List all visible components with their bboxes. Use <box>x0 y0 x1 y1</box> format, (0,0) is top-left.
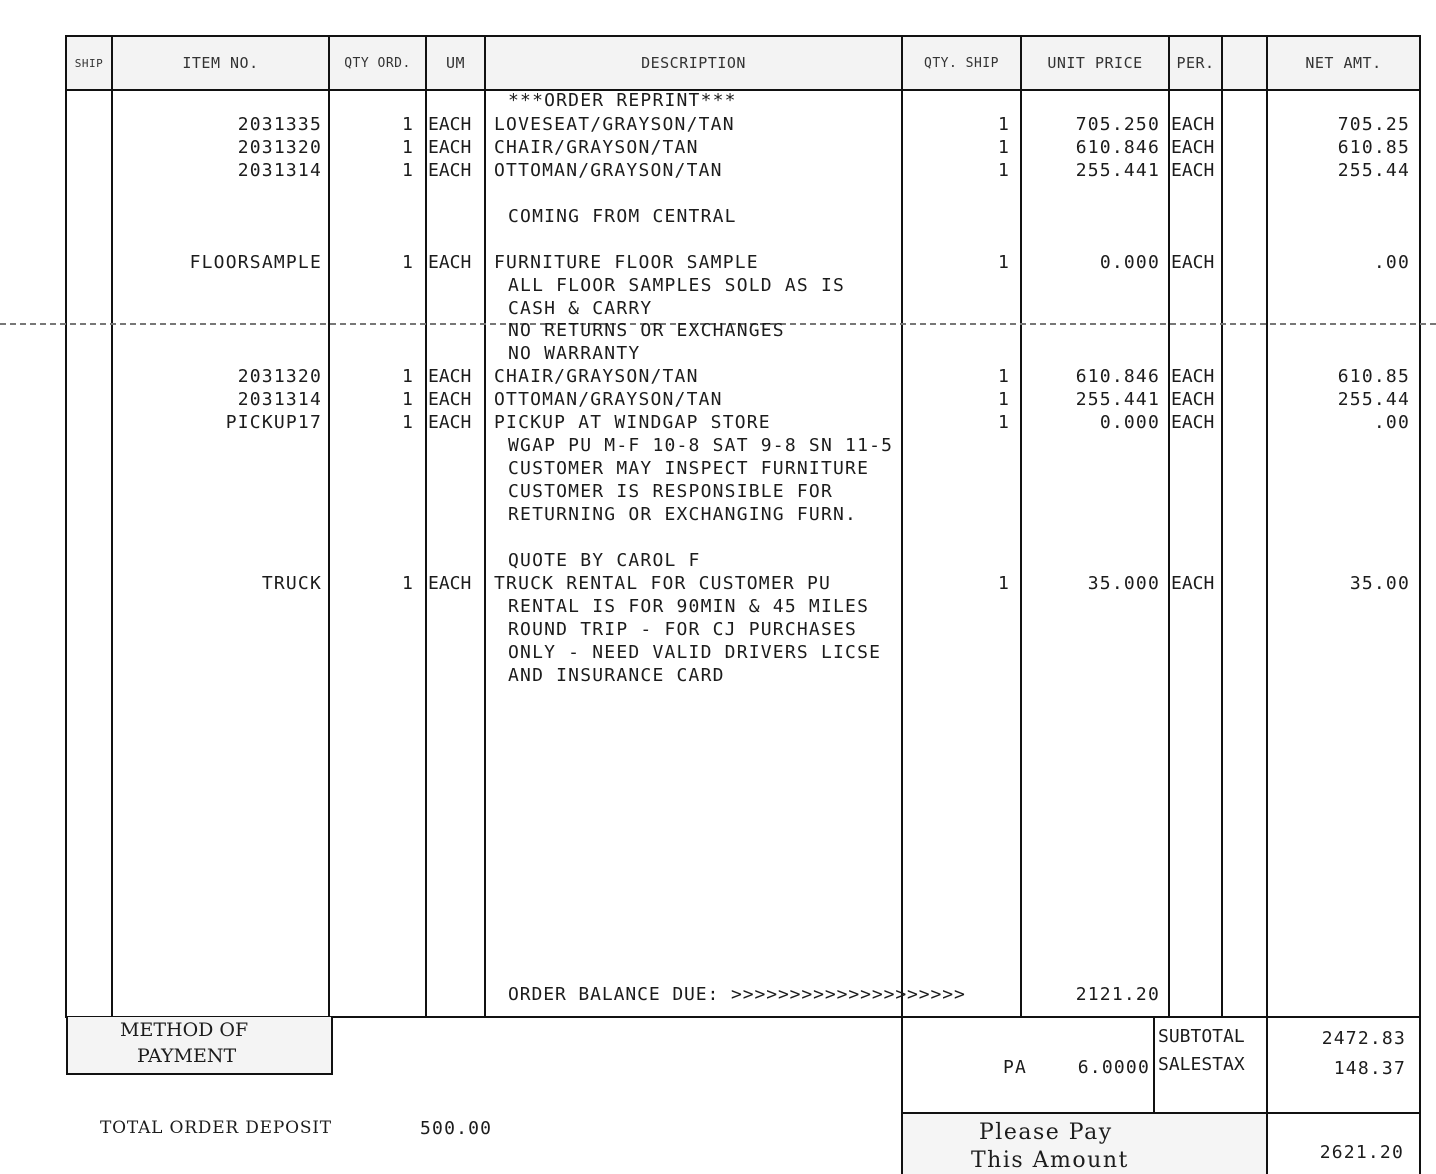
qty-ordered: 1 <box>401 160 414 181</box>
price-per: EACH <box>1171 366 1215 387</box>
amount-due-left-border <box>1266 1112 1267 1114</box>
item-description: OTTOMAN/GRAYSON/TAN <box>494 160 723 181</box>
price-per: EACH <box>1171 412 1215 433</box>
unit-of-measure: EACH <box>428 366 472 387</box>
please-pay-box <box>903 1114 1266 1174</box>
col-border-blank <box>1266 35 1268 1174</box>
header-description: DESCRIPTION <box>641 54 746 72</box>
qty-shipped: 1 <box>997 366 1010 387</box>
header-ship: SHIP <box>74 56 104 70</box>
unit-of-measure: EACH <box>428 114 472 135</box>
net-amount: 35.00 <box>1349 573 1410 594</box>
item-description: LOVESEAT/GRAYSON/TAN <box>494 114 735 135</box>
col-border-ship <box>111 35 113 1018</box>
unit-price: 35.000 <box>1087 573 1160 594</box>
reprint-note: ***ORDER REPRINT*** <box>508 90 737 111</box>
item-number: 2031320 <box>237 137 322 158</box>
col-border-um <box>484 35 486 1018</box>
header-qty-ord: QTY ORD. <box>344 55 411 71</box>
header-um: UM <box>445 54 466 72</box>
please-pay-line2: This Amount <box>971 1148 1129 1173</box>
truck-note-2: ROUND TRIP - FOR CJ PURCHASES <box>508 619 858 640</box>
qty-ordered: 1 <box>401 389 414 410</box>
price-per: EACH <box>1171 252 1215 273</box>
col-border-right <box>1419 35 1421 1174</box>
net-amount: .00 <box>1373 412 1410 433</box>
unit-price: 610.846 <box>1075 137 1160 158</box>
header-qty-ship: QTY. SHIP <box>924 55 999 71</box>
qty-ordered: 1 <box>401 366 414 387</box>
net-amount: .00 <box>1373 252 1410 273</box>
quote-note: QUOTE BY CAROL F <box>508 550 701 571</box>
unit-price: 0.000 <box>1099 412 1160 433</box>
col-border-left <box>65 35 67 1018</box>
unit-of-measure: EACH <box>428 412 472 433</box>
totals-divider <box>1153 1017 1155 1112</box>
item-number: 2031314 <box>237 160 322 181</box>
deposit-value: 500.00 <box>420 1118 493 1139</box>
unit-price: 0.000 <box>1099 252 1160 273</box>
header-unit-price: UNIT PRICE <box>1047 54 1143 72</box>
item-number: 2031335 <box>237 114 322 135</box>
header-net-amt: NET AMT. <box>1305 54 1382 72</box>
col-border-per <box>1221 35 1223 1018</box>
floor-note-1: ALL FLOOR SAMPLES SOLD AS IS <box>508 275 846 296</box>
unit-of-measure: EACH <box>428 252 472 273</box>
item-description: OTTOMAN/GRAYSON/TAN <box>494 389 723 410</box>
item-description: FURNITURE FLOOR SAMPLE <box>494 252 759 273</box>
item-description: CHAIR/GRAYSON/TAN <box>494 366 699 387</box>
item-number: FLOORSAMPLE <box>189 252 322 273</box>
price-per: EACH <box>1171 137 1215 158</box>
qty-shipped: 1 <box>997 252 1010 273</box>
truck-note-1: RENTAL IS FOR 90MIN & 45 MILES <box>508 596 870 617</box>
net-amount: 610.85 <box>1337 366 1410 387</box>
col-border-qtyship <box>1020 35 1022 1018</box>
unit-of-measure: EACH <box>428 160 472 181</box>
item-description: CHAIR/GRAYSON/TAN <box>494 137 699 158</box>
price-per: EACH <box>1171 114 1215 135</box>
unit-price: 610.846 <box>1075 366 1160 387</box>
tax-rate: 6.0000 <box>1077 1057 1150 1078</box>
col-border-price <box>1168 35 1170 1018</box>
col-border-qty <box>425 35 427 1018</box>
pickup-note-1: WGAP PU M-F 10-8 SAT 9-8 SN 11-5 <box>508 435 894 456</box>
qty-shipped: 1 <box>997 573 1010 594</box>
item-number: TRUCK <box>261 573 322 594</box>
method-of-payment-line2: PAYMENT <box>137 1045 237 1067</box>
floor-note-3: NO RETURNS OR EXCHANGES <box>508 320 785 341</box>
please-pay-line1: Please Pay <box>979 1120 1113 1145</box>
subtotal-label: SUBTOTAL <box>1158 1026 1245 1047</box>
unit-price: 255.441 <box>1075 389 1160 410</box>
pickup-note-3: CUSTOMER IS RESPONSIBLE FOR <box>508 481 833 502</box>
item-description: TRUCK RENTAL FOR CUSTOMER PU <box>494 573 832 594</box>
price-per: EACH <box>1171 573 1215 594</box>
unit-of-measure: EACH <box>428 573 472 594</box>
salestax-value: 148.37 <box>1333 1058 1406 1079</box>
header-per: PER. <box>1176 54 1215 72</box>
subtotal-value: 2472.83 <box>1321 1028 1406 1049</box>
net-amount: 705.25 <box>1337 114 1410 135</box>
qty-ordered: 1 <box>401 252 414 273</box>
qty-ordered: 1 <box>401 137 414 158</box>
unit-price: 705.250 <box>1075 114 1160 135</box>
net-amount: 610.85 <box>1337 137 1410 158</box>
qty-shipped: 1 <box>997 160 1010 181</box>
qty-shipped: 1 <box>997 389 1010 410</box>
order-balance-label: ORDER BALANCE DUE: >>>>>>>>>>>>>>>>>>>> <box>508 984 966 1005</box>
salestax-label: SALESTAX <box>1158 1054 1245 1075</box>
truck-note-3: ONLY - NEED VALID DRIVERS LICSE <box>508 642 882 663</box>
col-border-item <box>328 35 330 1018</box>
item-number: PICKUP17 <box>225 412 322 433</box>
price-per: EACH <box>1171 389 1215 410</box>
header-item-no: ITEM NO. <box>182 54 259 72</box>
qty-shipped: 1 <box>997 114 1010 135</box>
item-number: 2031320 <box>237 366 322 387</box>
pickup-note-4: RETURNING OR EXCHANGING FURN. <box>508 504 858 525</box>
qty-ordered: 1 <box>401 114 414 135</box>
qty-ordered: 1 <box>401 412 414 433</box>
deposit-label: TOTAL ORDER DEPOSIT <box>100 1118 332 1138</box>
method-of-payment-line1: METHOD OF <box>120 1019 249 1041</box>
method-of-payment-box <box>66 1017 333 1075</box>
unit-price: 255.441 <box>1075 160 1160 181</box>
unit-of-measure: EACH <box>428 389 472 410</box>
floor-note-2: CASH & CARRY <box>508 298 653 319</box>
price-per: EACH <box>1171 160 1215 181</box>
qty-shipped: 1 <box>997 412 1010 433</box>
central-note: COMING FROM CENTRAL <box>508 206 737 227</box>
unit-of-measure: EACH <box>428 137 472 158</box>
amount-due-value: 2621.20 <box>1319 1142 1404 1163</box>
item-description: PICKUP AT WINDGAP STORE <box>494 412 771 433</box>
net-amount: 255.44 <box>1337 160 1410 181</box>
tax-state: PA <box>1003 1057 1028 1078</box>
pickup-note-2: CUSTOMER MAY INSPECT FURNITURE <box>508 458 870 479</box>
net-amount: 255.44 <box>1337 389 1410 410</box>
qty-shipped: 1 <box>997 137 1010 158</box>
floor-note-4: NO WARRANTY <box>508 343 641 364</box>
qty-ordered: 1 <box>401 573 414 594</box>
truck-note-4: AND INSURANCE CARD <box>508 665 725 686</box>
order-balance-value: 2121.20 <box>1075 984 1160 1005</box>
item-number: 2031314 <box>237 389 322 410</box>
